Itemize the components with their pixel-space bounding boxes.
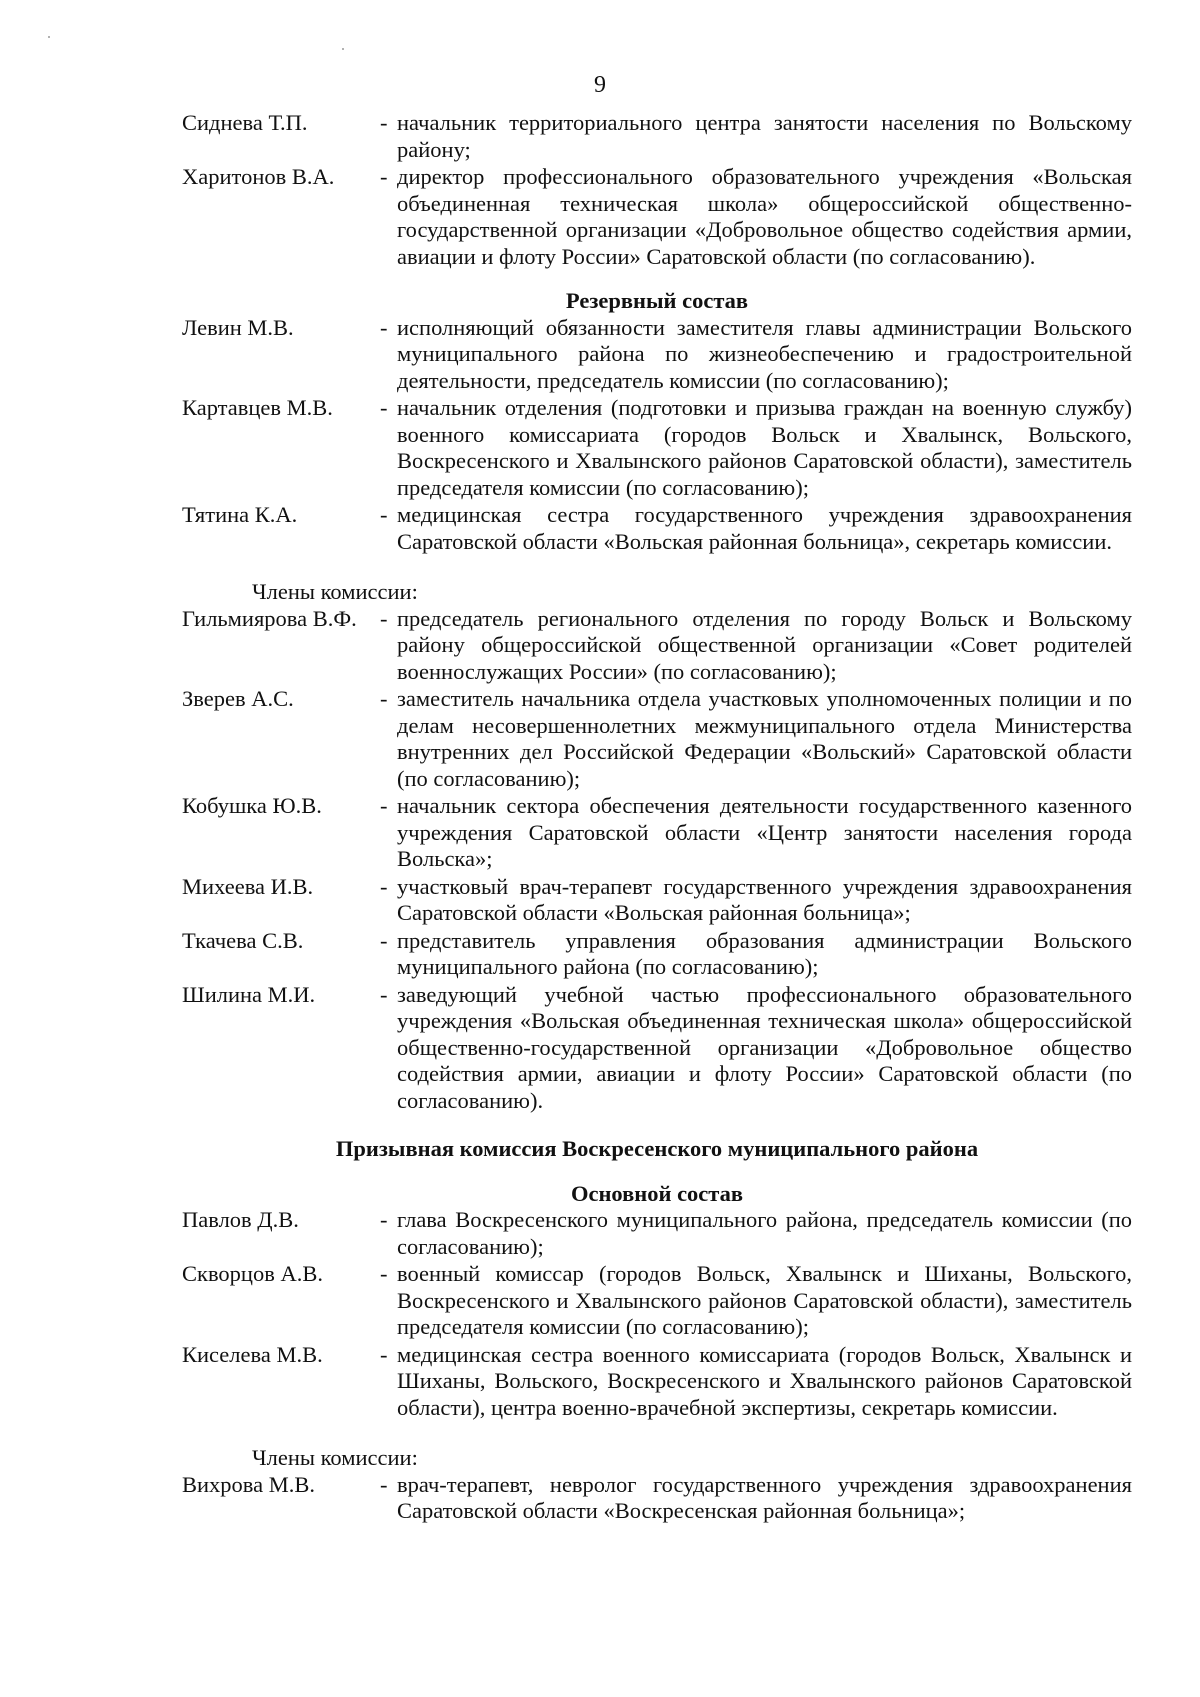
dash: -: [380, 1471, 388, 1497]
scan-speck: [48, 36, 50, 38]
person-position: [380, 982, 1132, 1115]
position-text: участковый врач-терапевт государственного учреждения здравоохранения Саратовской области «Вольская районная больница»;: [397, 873, 1132, 925]
main-composition-heading: Основной состав: [570, 1180, 744, 1206]
person-position: [380, 110, 1132, 163]
commission-entry: [182, 315, 1132, 395]
commission-entry: [182, 1472, 1132, 1525]
dash: -: [380, 1207, 388, 1232]
commission-entry: [182, 1342, 1132, 1422]
person-name: Левин М.В.: [182, 314, 294, 340]
position-text: директор профессионального образовательного учреждения «Вольская объединенная техническая школа» общероссийской общественно-государственной организации «Добровольное общество содействия армии, авиации и флоту России» Саратовской области (по согласованию).: [397, 164, 1132, 269]
dash: -: [380, 793, 388, 818]
person-name: Зверев А.С.: [182, 686, 294, 711]
dash: -: [380, 686, 388, 711]
dash: -: [380, 1341, 388, 1367]
dash: -: [380, 981, 388, 1007]
voskresensky-main-composition: [182, 1207, 1132, 1421]
commission-entry: [182, 982, 1132, 1115]
person-name: Скворцов А.В.: [182, 1261, 323, 1286]
person-name: Тятина К.А.: [182, 502, 298, 527]
commission-entry: [182, 928, 1132, 981]
person-position: [380, 1261, 1132, 1341]
person-position: [380, 606, 1132, 686]
dash: -: [380, 927, 388, 953]
person-name: Вихрова М.В.: [182, 1471, 316, 1497]
position-text: заведующий учебной частью профессионального образовательного учреждения «Вольская объединенная техническая школа» общероссийской общественно-государственной организации «Добровольное общество содействия армии, авиации и флоту России» Саратовской области (по согласованию).: [397, 981, 1132, 1113]
dash: -: [380, 873, 388, 899]
person-name: Харитонов В.А.: [182, 164, 335, 189]
position-text: представитель управления образования администрации Вольского муниципального района (по согласованию);: [397, 927, 1132, 979]
dash: -: [380, 110, 388, 135]
position-text: медицинская сестра военного комиссариата (городов Вольск, Хвалынск и Шиханы, Вольского, Воскресенского и Хвалынского районов Саратовской области), центра военно-врачебной экспертизы, секретарь комиссии.: [397, 1341, 1132, 1420]
position-text: глава Воскресенского муниципального района, председатель комиссии (по согласованию);: [397, 1207, 1132, 1259]
reserve-heading: Резервный состав: [565, 288, 749, 313]
position-text: начальник отделения (подготовки и призыва граждан на военную службу) военного комиссариата (городов Вольск и Хвалынск, Вольского, Воскресенского и Хвалынского районов Саратовской области), заместитель председателя комиссии (по согласованию);: [397, 395, 1132, 500]
position-text: медицинская сестра государственного учреждения здравоохранения Саратовской области «Вольская районная больница», секретарь комиссии.: [397, 502, 1132, 554]
commission-entry: [182, 606, 1132, 686]
person-name: Сиднева Т.П.: [182, 110, 308, 135]
person-position: [380, 502, 1132, 555]
main-composition-tail: [182, 110, 1132, 270]
person-position: [380, 928, 1132, 981]
reserve-members: [182, 606, 1132, 1115]
members-label: Члены комиссии:: [252, 579, 418, 604]
person-position: [380, 1472, 1132, 1525]
person-position: [380, 395, 1132, 501]
person-name: Кобушка Ю.В.: [182, 793, 322, 818]
commission-entry: [182, 395, 1132, 501]
dash: -: [380, 395, 388, 420]
commission-entry: [182, 1261, 1132, 1341]
person-name: Михеева И.В.: [182, 873, 314, 899]
position-text: врач-терапевт, невролог государственного учреждения здравоохранения Саратовской области «Воскресенская районная больница»;: [397, 1471, 1132, 1523]
dash: -: [380, 605, 388, 631]
person-position: [380, 315, 1132, 395]
commission-entry: [182, 1207, 1132, 1260]
document-body: [182, 110, 1132, 1526]
person-position: [380, 874, 1132, 927]
dash: -: [380, 164, 388, 189]
commission-heading: Призывная комиссия Воскресенского муниципального района: [335, 1136, 979, 1161]
person-position: [380, 686, 1132, 792]
position-text: начальник сектора обеспечения деятельности государственного казенного учреждения Саратовской области «Центр занятости населения города Вольска»;: [397, 793, 1132, 871]
person-name: Киселева М.В.: [182, 1341, 323, 1367]
voskresensky-members: [182, 1472, 1132, 1525]
person-position: [380, 793, 1132, 873]
position-text: начальник территориального центра занятости населения по Вольскому району;: [397, 110, 1132, 162]
scan-speck: [342, 48, 344, 50]
dash: -: [380, 1261, 388, 1286]
members-label: Члены комиссии:: [252, 1445, 418, 1470]
position-text: исполняющий обязанности заместителя главы администрации Вольского муниципального района по жизнеобеспечению и градостроительной деятельности, председатель комиссии (по согласованию);: [397, 314, 1132, 393]
person-name: Картавцев М.В.: [182, 395, 333, 420]
dash: -: [380, 314, 388, 340]
person-name: Ткачева С.В.: [182, 927, 304, 953]
position-text: военный комиссар (городов Вольск, Хвалынск и Шиханы, Вольского, Воскресенского и Хвалынского районов Саратовской области), заместитель председателя комиссии (по согласованию);: [397, 1261, 1132, 1339]
person-name: Гильмиярова В.Ф.: [182, 605, 357, 631]
person-position: [380, 164, 1132, 270]
person-name: Павлов Д.В.: [182, 1207, 299, 1232]
commission-entry: [182, 793, 1132, 873]
position-text: председатель регионального отделения по городу Вольск и Вольскому району общероссийской общественной организации «Совет родителей военнослужащих России» (по согласованию);: [397, 605, 1132, 684]
reserve-composition: [182, 315, 1132, 556]
person-position: [380, 1207, 1132, 1260]
page-number: 9: [594, 72, 606, 98]
position-text: заместитель начальника отдела участковых уполномоченных полиции и по делам несовершеннолетних межмуниципального отдела Министерства внутренних дел Российской Федерации «Вольский» Саратовской области (по согласованию);: [397, 686, 1132, 791]
commission-entry: [182, 164, 1132, 270]
commission-entry: [182, 874, 1132, 927]
commission-entry: [182, 686, 1132, 792]
dash: -: [380, 502, 388, 527]
person-position: [380, 1342, 1132, 1422]
commission-entry: [182, 110, 1132, 163]
person-name: Шилина М.И.: [182, 981, 316, 1007]
commission-entry: [182, 502, 1132, 555]
